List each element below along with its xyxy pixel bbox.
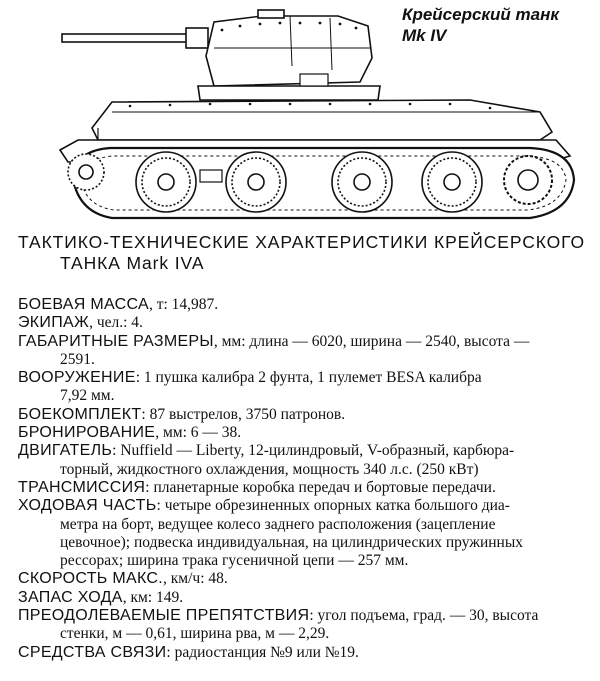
spec-value-continuation: рессорах; ширина трака гусеничной цепи — 257 мм.	[60, 552, 409, 570]
spec-item	[18, 369, 588, 406]
caption-line-1: Крейсерский танк	[402, 5, 559, 24]
spec-value: : планетарные коробка передач и бортовые передачи.	[145, 478, 496, 496]
spec-value: , чел.: 4.	[89, 314, 143, 332]
spec-label: ХОДОВАЯ ЧАСТЬ	[18, 497, 157, 515]
spec-item	[18, 497, 588, 570]
spec-label: СРЕДСТВА СВЯЗИ	[18, 643, 167, 661]
spec-item	[18, 442, 588, 479]
spec-label: ПРЕОДОЛЕВАЕМЫЕ ПРЕПЯТСТВИЯ	[18, 607, 310, 625]
spec-value: , мм: 6 — 38.	[155, 424, 242, 442]
spec-label: ЗАПАС ХОДА	[18, 588, 123, 606]
spec-heading-line-2: ТАНКА Mark IVA	[60, 253, 205, 273]
tank-drawing	[50, 0, 600, 230]
spec-value: , т: 14,987.	[148, 296, 219, 313]
spec-label: СКОРОСТЬ МАКС.	[18, 570, 163, 588]
spec-value: : 1 пушка калибра 2 фунта, 1 пулемет BESA калибра	[135, 369, 482, 387]
spec-label: ТРАНСМИССИЯ	[18, 478, 146, 496]
spec-value: : угол подъема, град. — 30, высота	[309, 607, 539, 625]
spec-item	[18, 570, 588, 588]
spec-item	[18, 406, 588, 424]
spec-value: : радиостанция №9 или №19.	[166, 643, 359, 661]
spec-item	[18, 589, 588, 607]
spec-item	[18, 607, 588, 644]
spec-value-continuation: стенки, м — 0,61, ширина рва, м — 2,29.	[60, 625, 330, 643]
spec-heading	[18, 232, 590, 274]
spec-value: : 87 выстрелов, 3750 патронов.	[141, 405, 346, 423]
spec-item	[18, 314, 588, 332]
spec-label: ГАБАРИТНЫЕ РАЗМЕРЫ	[18, 332, 214, 350]
spec-item	[18, 644, 588, 662]
caption-line-2: Mk IV	[402, 26, 447, 45]
spec-value-continuation: метра на борт, ведущее колесо заднего расположения (зацепление	[60, 515, 496, 533]
spec-label: БОЕВАЯ МАССА	[18, 296, 149, 313]
spec-value-continuation: 7,92 мм.	[60, 387, 115, 405]
spec-item	[18, 296, 588, 314]
spec-label: ЭКИПАЖ	[18, 314, 90, 332]
gun-mantlet	[186, 28, 208, 48]
spec-label: ВООРУЖЕНИЕ	[18, 369, 136, 387]
spec-label: БОЕКОМПЛЕКТ	[18, 405, 142, 423]
spec-label: БРОНИРОВАНИЕ	[18, 424, 156, 442]
spec-value: : Nuffield — Liberty, 12-цилиндровый, V-образный, карбюра-	[112, 442, 515, 460]
spec-item	[18, 424, 588, 442]
spec-value: , км/ч: 48.	[163, 570, 228, 588]
spec-list	[18, 296, 588, 662]
hull	[92, 100, 552, 140]
spec-item	[18, 333, 588, 370]
spec-value-continuation: 2591.	[60, 350, 95, 368]
spec-label: ДВИГАТЕЛЬ	[18, 442, 113, 460]
gun-barrel	[62, 34, 202, 42]
spec-value: , км: 149.	[122, 588, 184, 606]
spec-value-continuation: цевочное); подвеска индивидуальная, на цилиндрических пружинных	[60, 533, 524, 551]
spec-value-continuation: торный, жидкостного охлаждения, мощность 340 л.с. (250 кВт)	[60, 460, 479, 478]
spec-value: , мм: длина — 6020, ширина — 2540, высота —	[213, 332, 530, 350]
spec-value: : четыре обрезиненных опорных катка большого диа-	[156, 497, 510, 515]
turret	[206, 16, 372, 86]
spec-heading-line-1: ТАКТИКО-ТЕХНИЧЕСКИЕ ХАРАКТЕРИСТИКИ КРЕЙСЕРСКОГО	[18, 232, 586, 252]
spec-item	[18, 479, 588, 497]
